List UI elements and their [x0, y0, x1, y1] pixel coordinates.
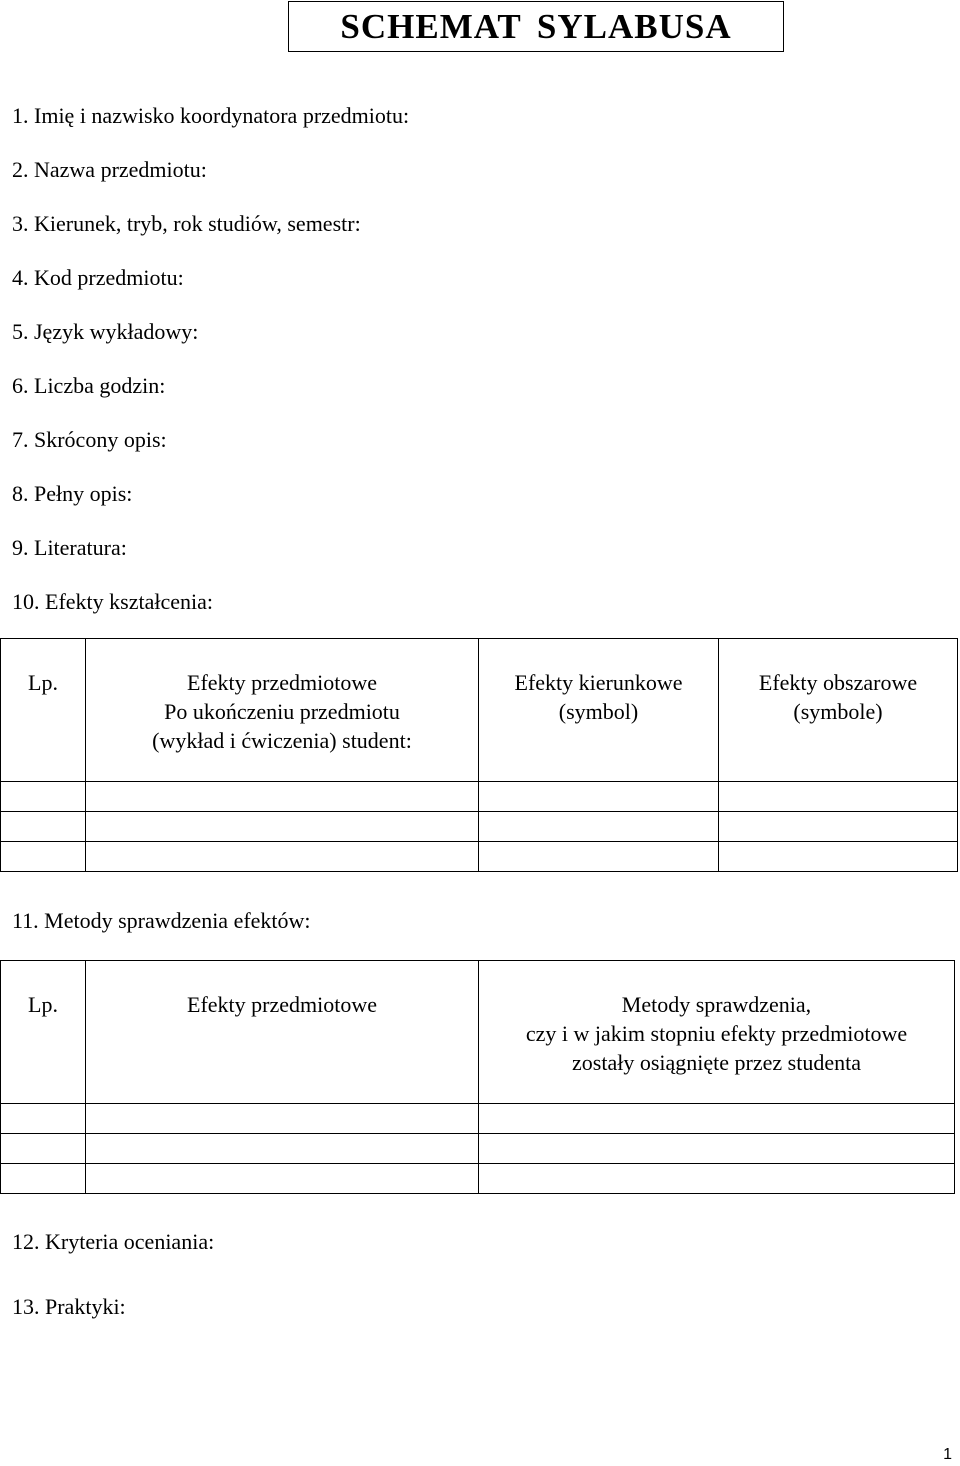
header-verification-methods: Metody sprawdzenia, czy i w jakim stopniu efekty przedmiotowe zostały osiągnięte przez studenta: [479, 961, 955, 1104]
field-full-description: 8. Pełny opis:: [12, 481, 133, 506]
header-subject-outcomes: Efekty przedmiotowe Po ukończeniu przedmiotu (wykład i ćwiczenia) student:: [86, 639, 479, 782]
header-lp: Lp.: [1, 961, 86, 1104]
table-row: [1, 842, 958, 872]
field-grading-criteria: 12. Kryteria oceniania:: [12, 1229, 215, 1254]
header-program-outcomes: Efekty kierunkowe (symbol): [479, 639, 719, 782]
table-header-row: [1, 961, 955, 1104]
table-row: [1, 812, 958, 842]
header-subject-outcomes: Efekty przedmiotowe: [86, 961, 479, 1104]
table-row: [1, 1164, 955, 1194]
field-verification-methods: 11. Metody sprawdzenia efektów:: [12, 908, 311, 933]
page-title: SCHEMAT SYLABUSA: [340, 6, 732, 46]
field-coordinator: 1. Imię i nazwisko koordynatora przedmiotu:: [12, 103, 410, 128]
field-hours: 6. Liczba godzin:: [12, 373, 166, 398]
header-lp: Lp.: [1, 639, 86, 782]
table-row: [1, 1104, 955, 1134]
table-header-row: [1, 639, 958, 782]
field-learning-outcomes: 10. Efekty kształcenia:: [12, 589, 213, 614]
header-area-outcomes: Efekty obszarowe (symbole): [719, 639, 958, 782]
field-study-program: 3. Kierunek, tryb, rok studiów, semestr:: [12, 211, 361, 236]
field-course-code: 4. Kod przedmiotu:: [12, 265, 184, 290]
field-literature: 9. Literatura:: [12, 535, 127, 560]
field-language: 5. Język wykładowy:: [12, 319, 199, 344]
page-number: 1: [943, 1446, 952, 1463]
title-box: [288, 1, 784, 52]
verification-methods-table: [0, 960, 955, 1194]
field-short-description: 7. Skrócony opis:: [12, 427, 167, 452]
field-internships: 13. Praktyki:: [12, 1294, 126, 1319]
learning-outcomes-table: [0, 638, 958, 872]
table-row: [1, 1134, 955, 1164]
field-course-name: 2. Nazwa przedmiotu:: [12, 157, 207, 182]
table-row: [1, 782, 958, 812]
